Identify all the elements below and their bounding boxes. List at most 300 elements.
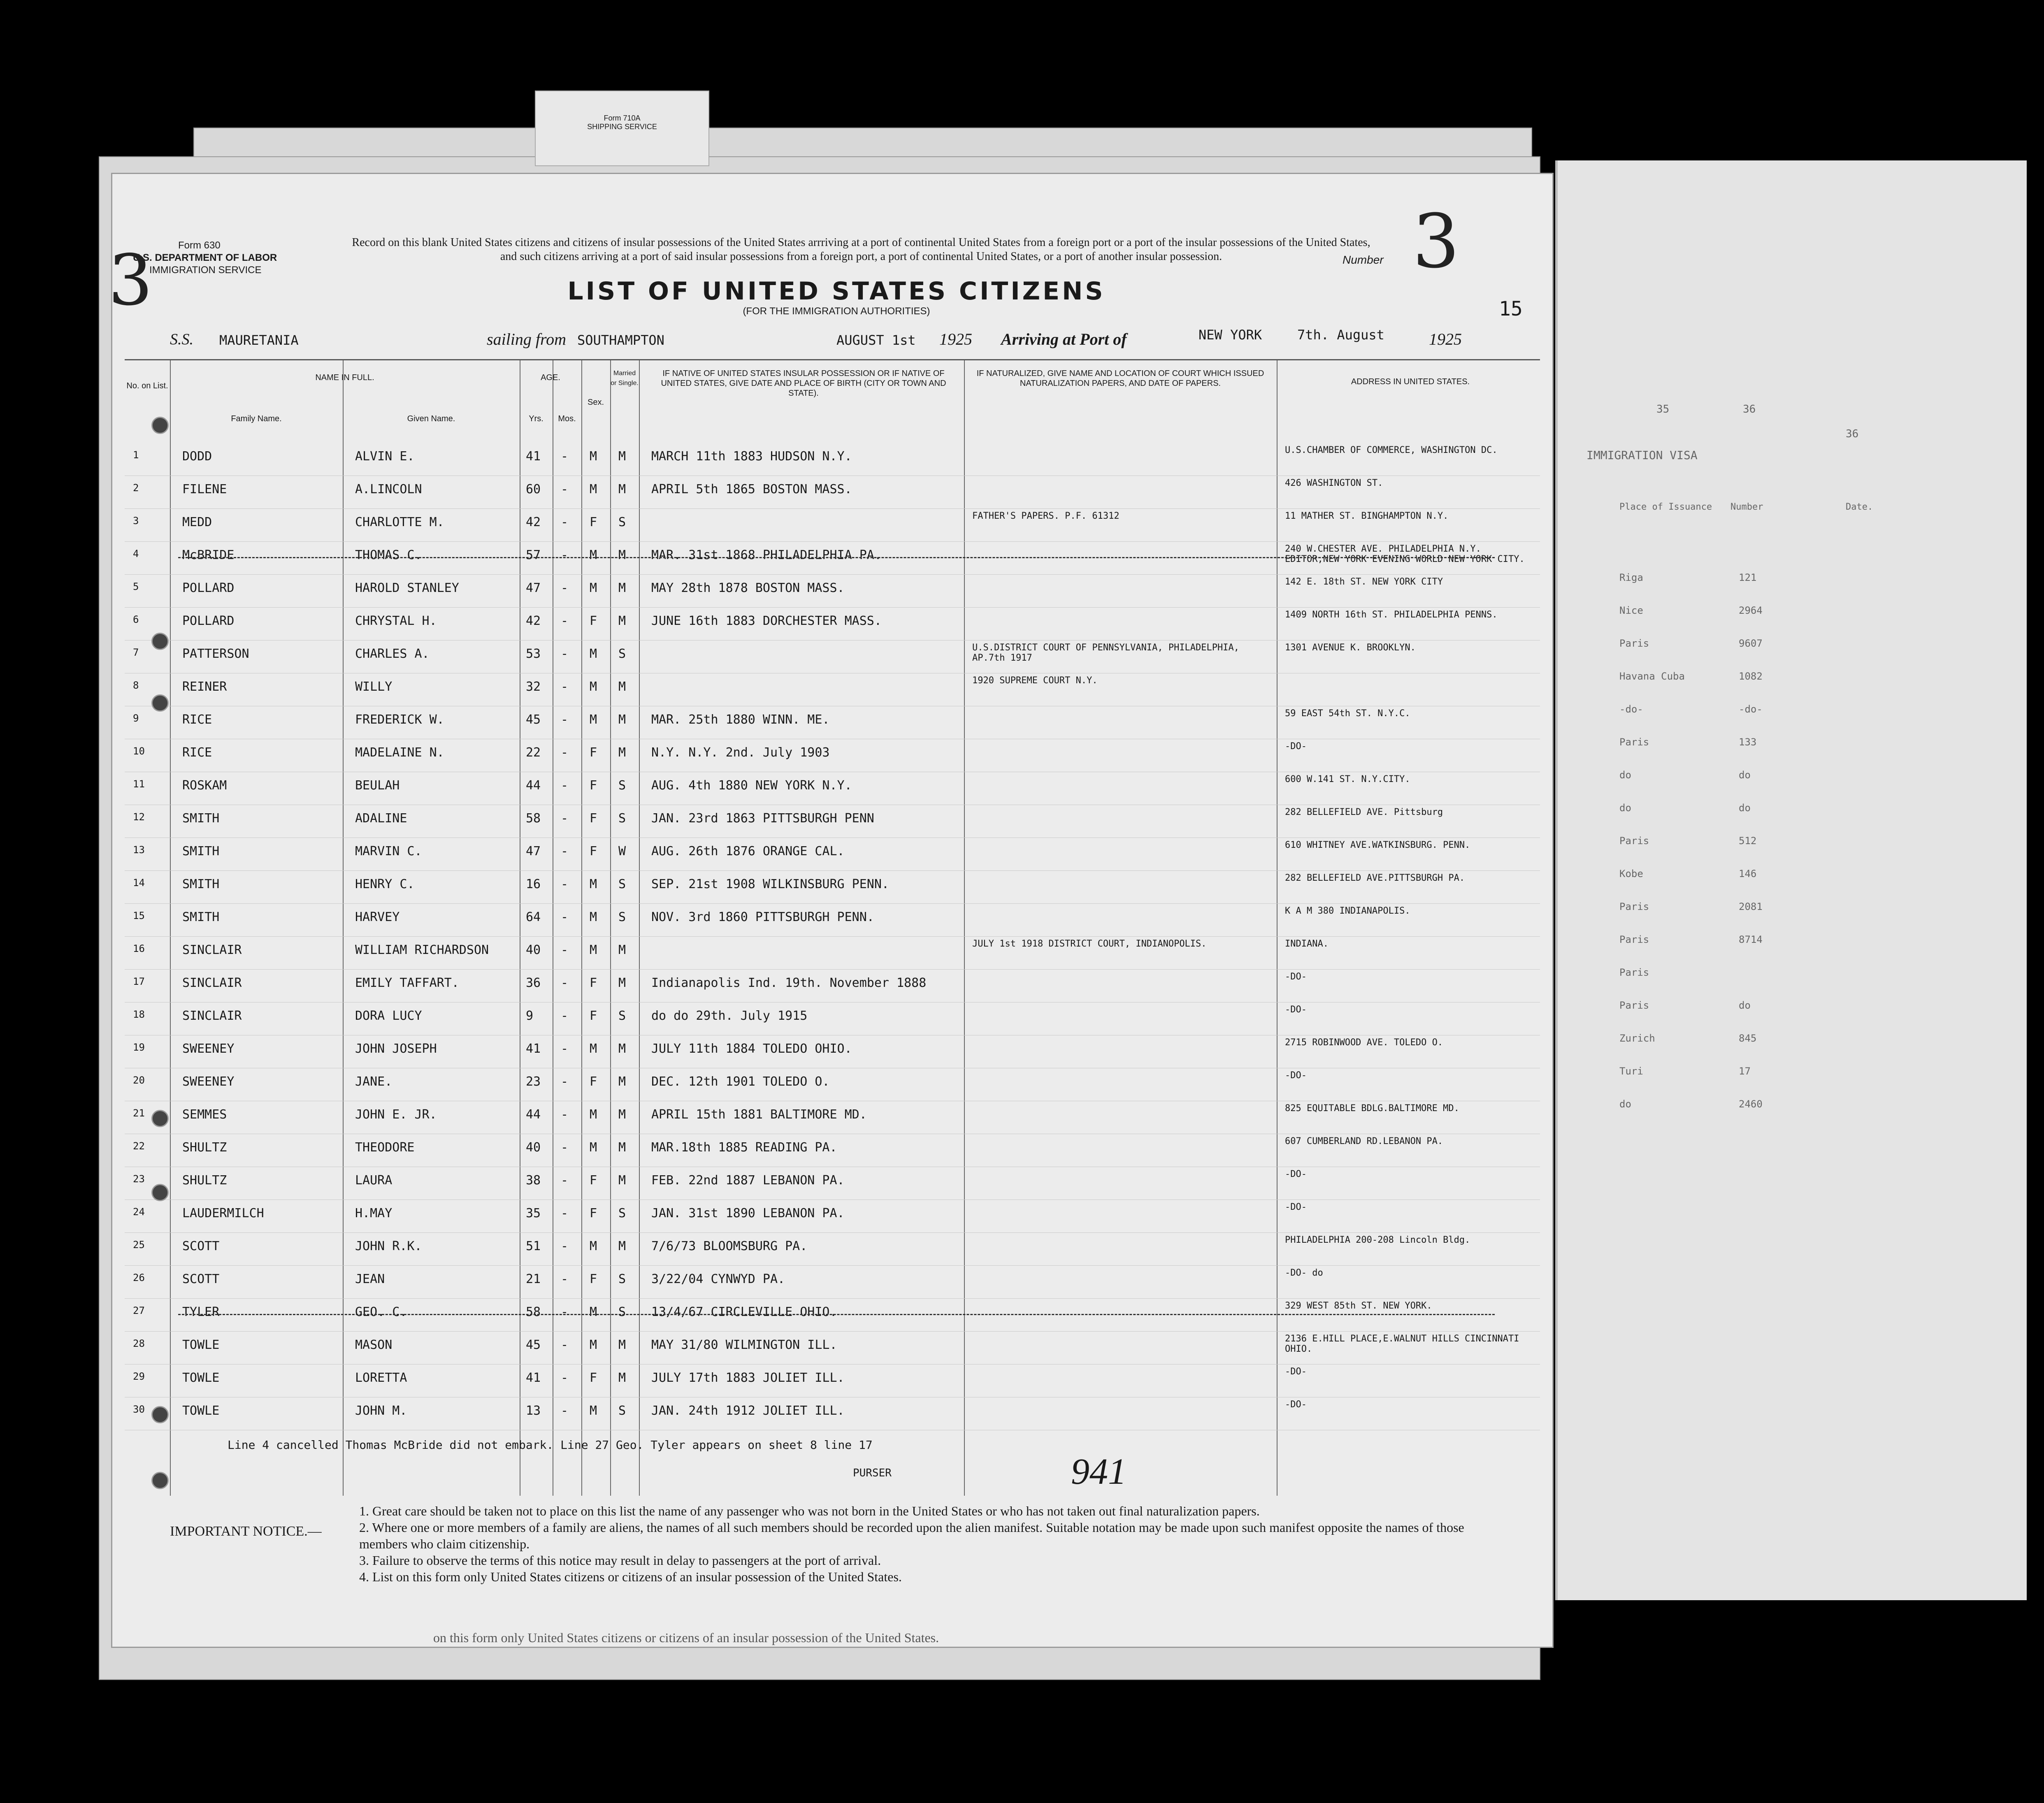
col-age: AGE. bbox=[541, 373, 560, 382]
tab-line2: SHIPPING SERVICE bbox=[587, 123, 657, 131]
cell-no: 7 bbox=[133, 647, 139, 658]
cell-yrs: 58 bbox=[526, 811, 541, 826]
cell-yrs: 44 bbox=[526, 1107, 541, 1122]
cell-no: 11 bbox=[133, 778, 145, 790]
cell-family: DODD bbox=[182, 449, 212, 464]
visa-entry-number: 146 bbox=[1739, 868, 1757, 879]
cell-yrs: 38 bbox=[526, 1173, 541, 1188]
cell-mos: - bbox=[561, 449, 569, 464]
cell-no: 13 bbox=[133, 844, 145, 856]
preamble: Record on this blank United States citizens and citizens of insular possessions of the United States arrriving at a port of continental United States from a foreign port or a port of the insular possessions of the United States, and such citizens arriving at a port of said insular possessions from a foreign port, a port of continental United States, or a port of another insular possession. bbox=[352, 236, 1370, 263]
cell-ms: S bbox=[618, 515, 626, 529]
visa-entry-place: Paris bbox=[1619, 638, 1649, 649]
cell-mos: - bbox=[561, 1173, 569, 1188]
cell-yrs: 51 bbox=[526, 1239, 541, 1253]
cell-yrs: 32 bbox=[526, 680, 541, 694]
cell-yrs: 47 bbox=[526, 581, 541, 595]
table-row bbox=[125, 1397, 1540, 1430]
cell-given: LORETTA bbox=[355, 1371, 407, 1385]
cell-family: SINCLAIR bbox=[182, 943, 242, 957]
cell-mos: - bbox=[561, 811, 569, 826]
depart-date: AUGUST 1st bbox=[836, 332, 916, 348]
cell-no: 10 bbox=[133, 745, 145, 757]
cell-ms: M bbox=[618, 1042, 626, 1056]
cell-birth: 3/22/04 CYNWYD PA. bbox=[651, 1272, 785, 1286]
cell-family: POLLARD bbox=[182, 614, 235, 628]
cell-family: RICE bbox=[182, 712, 212, 727]
tab-line1: Form 710A bbox=[604, 114, 641, 122]
cell-ms: S bbox=[618, 811, 626, 826]
cell-given: EMILY TAFFART. bbox=[355, 976, 459, 990]
cell-sex: F bbox=[590, 844, 597, 859]
table-row bbox=[125, 1331, 1540, 1364]
cell-no: 8 bbox=[133, 680, 139, 691]
cell-no: 23 bbox=[133, 1173, 145, 1185]
cell-yrs: 42 bbox=[526, 515, 541, 529]
cell-yrs: 44 bbox=[526, 778, 541, 793]
cell-yrs: 42 bbox=[526, 614, 541, 628]
table-row bbox=[125, 673, 1540, 706]
binder-hole bbox=[151, 1184, 169, 1201]
page-number: 15 bbox=[1499, 297, 1523, 320]
visa-entry-number: do bbox=[1739, 1000, 1751, 1011]
cell-mos: - bbox=[561, 647, 569, 661]
cell-given: ADALINE bbox=[355, 811, 407, 826]
cell-no: 16 bbox=[133, 943, 145, 954]
cell-sex: M bbox=[590, 1404, 597, 1418]
cell-mos: - bbox=[561, 910, 569, 924]
cell-addr: 329 WEST 85th ST. NEW YORK. bbox=[1285, 1301, 1432, 1311]
visa-place-label: Place of Issuance bbox=[1619, 502, 1712, 512]
cell-no: 22 bbox=[133, 1140, 145, 1152]
cell-no: 30 bbox=[133, 1404, 145, 1415]
cell-addr: -DO- bbox=[1285, 741, 1307, 752]
cell-sex: M bbox=[590, 680, 597, 694]
cell-mos: - bbox=[561, 1009, 569, 1023]
cell-mos: - bbox=[561, 976, 569, 990]
cell-family: SEMMES bbox=[182, 1107, 227, 1122]
cell-no: 24 bbox=[133, 1206, 145, 1218]
cell-family: McBRIDE bbox=[182, 548, 235, 562]
cell-ms: S bbox=[618, 1206, 626, 1221]
cell-birth: 13/4/67 CIRCLEVILLE OHIO. bbox=[651, 1305, 837, 1319]
cell-birth: MAR. 31st 1868 PHILADELPHIA PA. bbox=[651, 548, 882, 562]
form-number: Form 630 bbox=[178, 240, 221, 251]
col-given-name: Given Name. bbox=[407, 414, 455, 423]
cell-mos: - bbox=[561, 1305, 569, 1319]
table-row bbox=[125, 476, 1540, 509]
cell-nat: 1920 SUPREME COURT N.Y. bbox=[972, 675, 1098, 686]
cell-family: SWEENEY bbox=[182, 1042, 235, 1056]
cell-yrs: 21 bbox=[526, 1272, 541, 1286]
cell-mos: - bbox=[561, 1140, 569, 1155]
visa-entry-place: Zurich bbox=[1619, 1033, 1655, 1044]
binder-hole bbox=[151, 633, 169, 650]
cell-given: MASON bbox=[355, 1338, 393, 1352]
cell-family: SHULTZ bbox=[182, 1140, 227, 1155]
table-row bbox=[125, 1364, 1540, 1397]
visa-entry-number: 845 bbox=[1739, 1033, 1757, 1044]
cell-addr: 59 EAST 54th ST. N.Y.C. bbox=[1285, 708, 1410, 719]
cell-yrs: 41 bbox=[526, 1042, 541, 1056]
table-row bbox=[125, 1265, 1540, 1299]
cell-no: 12 bbox=[133, 811, 145, 823]
cell-sex: M bbox=[590, 482, 597, 497]
cell-ms: M bbox=[618, 976, 626, 990]
cell-ms: M bbox=[618, 1173, 626, 1188]
binder-hole bbox=[151, 694, 169, 712]
cell-ms: S bbox=[618, 778, 626, 793]
cell-no: 6 bbox=[133, 614, 139, 625]
cell-mos: - bbox=[561, 844, 569, 859]
table-row bbox=[125, 969, 1540, 1002]
cell-addr: PHILADELPHIA 200-208 Lincoln Bldg. bbox=[1285, 1235, 1470, 1245]
sheet-number: 3 bbox=[1412, 199, 1460, 285]
cell-family: SINCLAIR bbox=[182, 1009, 242, 1023]
cell-no: 2 bbox=[133, 482, 139, 494]
cell-mos: - bbox=[561, 1206, 569, 1221]
cell-sex: M bbox=[590, 712, 597, 727]
cell-family: SHULTZ bbox=[182, 1173, 227, 1188]
cell-yrs: 53 bbox=[526, 647, 541, 661]
cell-given: WILLY bbox=[355, 680, 393, 694]
cell-family: SINCLAIR bbox=[182, 976, 242, 990]
cell-mos: - bbox=[561, 943, 569, 957]
cell-ms: M bbox=[618, 1371, 626, 1385]
arrival-port: NEW YORK bbox=[1199, 327, 1262, 343]
cell-given: ALVIN E. bbox=[355, 449, 415, 464]
visa-entry-place: -do- bbox=[1619, 703, 1643, 715]
cell-addr: 2136 E.HILL PLACE,E.WALNUT HILLS CINCINNATI OHIO. bbox=[1285, 1334, 1519, 1354]
visa-entry-place: Paris bbox=[1619, 1000, 1649, 1011]
cell-given: JANE. bbox=[355, 1074, 393, 1089]
cell-ms: S bbox=[618, 1272, 626, 1286]
table-row bbox=[125, 805, 1540, 838]
cell-birth: JAN. 23rd 1863 PITTSBURGH PENN bbox=[651, 811, 874, 826]
cell-given: JOHN R.K. bbox=[355, 1239, 422, 1253]
table-row bbox=[125, 903, 1540, 937]
cell-no: 29 bbox=[133, 1371, 145, 1382]
cell-mos: - bbox=[561, 614, 569, 628]
cell-mos: - bbox=[561, 515, 569, 529]
visa-entry-place: Paris bbox=[1619, 901, 1649, 912]
cell-no: 27 bbox=[133, 1305, 145, 1316]
col-yrs: Yrs. bbox=[529, 414, 544, 423]
cell-birth: Indianapolis Ind. 19th. November 1888 bbox=[651, 976, 927, 990]
cell-sex: F bbox=[590, 745, 597, 760]
visa-entry-place: Riga bbox=[1619, 572, 1643, 583]
cell-ms: M bbox=[618, 1140, 626, 1155]
sailing-from: SOUTHAMPTON bbox=[577, 332, 664, 348]
cell-nat: JULY 1st 1918 DISTRICT COURT, INDIANOPOLIS. bbox=[972, 939, 1207, 949]
cell-yrs: 57 bbox=[526, 548, 541, 562]
cell-family: ROSKAM bbox=[182, 778, 227, 793]
cell-family: PATTERSON bbox=[182, 647, 249, 661]
notice-item-2: 2. Where one or more members of a family are aliens, the names of all such members should be recorded upon the alien manifest. Suitable notation may be made upon such manifest opposite the names of those members who claim citizenship. bbox=[359, 1520, 1464, 1551]
col-married: Married or Single. bbox=[611, 370, 639, 387]
cell-mos: - bbox=[561, 712, 569, 727]
cell-no: 18 bbox=[133, 1009, 145, 1020]
visa-entry-place: Kobe bbox=[1619, 868, 1643, 879]
cell-birth: N.Y. N.Y. 2nd. July 1903 bbox=[651, 745, 830, 760]
form-tab bbox=[535, 90, 709, 166]
visa-entry-number: 133 bbox=[1739, 736, 1757, 748]
col-mos: Mos. bbox=[558, 414, 576, 423]
cell-family: SMITH bbox=[182, 844, 220, 859]
cell-nat: U.S.DISTRICT COURT OF PENNSYLVANIA, PHILADELPHIA, AP.7th 1917 bbox=[972, 643, 1240, 663]
cell-no: 28 bbox=[133, 1338, 145, 1349]
cell-mos: - bbox=[561, 1272, 569, 1286]
cell-ms: S bbox=[618, 877, 626, 891]
cell-ms: S bbox=[618, 1305, 626, 1319]
cell-birth: APRIL 15th 1881 BALTIMORE MD. bbox=[651, 1107, 867, 1122]
visa-entry-number: 2460 bbox=[1739, 1098, 1763, 1110]
cell-given: JOHN M. bbox=[355, 1404, 407, 1418]
visa-heading: IMMIGRATION VISA bbox=[1586, 448, 1698, 462]
cell-addr: 2715 ROBINWOOD AVE. TOLEDO O. bbox=[1285, 1037, 1443, 1048]
cell-no: 3 bbox=[133, 515, 139, 527]
cell-birth: FEB. 22nd 1887 LEBANON PA. bbox=[651, 1173, 845, 1188]
cell-family: REINER bbox=[182, 680, 227, 694]
cell-given: A.LINCOLN bbox=[355, 482, 422, 497]
cell-birth: do do 29th. July 1915 bbox=[651, 1009, 808, 1023]
table-row bbox=[125, 739, 1540, 772]
cell-family: RICE bbox=[182, 745, 212, 760]
cell-addr: -DO- do bbox=[1285, 1268, 1323, 1278]
visa-entry-number: do bbox=[1739, 802, 1751, 814]
cell-sex: M bbox=[590, 1305, 597, 1319]
cell-mos: - bbox=[561, 1239, 569, 1253]
cell-addr: 1301 AVENUE K. BROOKLYN. bbox=[1285, 643, 1416, 653]
cell-given: BEULAH bbox=[355, 778, 400, 793]
cell-addr: 825 EQUITABLE BDLG.BALTIMORE MD. bbox=[1285, 1103, 1459, 1114]
notice-item-1: 1. Great care should be taken not to place on this list the name of any passenger who was not born in the United States or who has not taken out final naturalization papers. bbox=[359, 1504, 1260, 1518]
cell-addr: K A M 380 INDIANAPOLIS. bbox=[1285, 906, 1410, 916]
cell-addr: 282 BELLEFIELD AVE. Pittsburg bbox=[1285, 807, 1443, 817]
cell-sex: F bbox=[590, 1074, 597, 1089]
table-row bbox=[125, 1035, 1540, 1068]
cell-yrs: 13 bbox=[526, 1404, 541, 1418]
cell-no: 14 bbox=[133, 877, 145, 889]
cell-sex: M bbox=[590, 1107, 597, 1122]
cell-ms: M bbox=[618, 1239, 626, 1253]
cell-yrs: 35 bbox=[526, 1206, 541, 1221]
cell-ms: M bbox=[618, 548, 626, 562]
cell-given: CHARLOTTE M. bbox=[355, 515, 444, 529]
table-row bbox=[125, 1002, 1540, 1035]
cell-sex: M bbox=[590, 449, 597, 464]
cell-birth: DEC. 12th 1901 TOLEDO O. bbox=[651, 1074, 830, 1089]
table-row bbox=[125, 640, 1540, 673]
table-row bbox=[125, 706, 1540, 739]
cell-ms: M bbox=[618, 943, 626, 957]
binder-hole bbox=[151, 417, 169, 434]
cell-birth: AUG. 4th 1880 NEW YORK N.Y. bbox=[651, 778, 852, 793]
ship-name: MAURETANIA bbox=[219, 332, 299, 348]
cell-sex: M bbox=[590, 1239, 597, 1253]
cell-given: CHRYSTAL H. bbox=[355, 614, 437, 628]
cell-addr: INDIANA. bbox=[1285, 939, 1329, 949]
cell-yrs: 47 bbox=[526, 844, 541, 859]
cell-addr: U.S.CHAMBER OF COMMERCE, WASHINGTON DC. bbox=[1285, 445, 1498, 455]
cell-birth: MAR.18th 1885 READING PA. bbox=[651, 1140, 837, 1155]
cell-given: LAURA bbox=[355, 1173, 393, 1188]
cell-sex: F bbox=[590, 515, 597, 529]
cell-no: 21 bbox=[133, 1107, 145, 1119]
visa-side-sheet bbox=[1555, 160, 2027, 1600]
cell-sex: F bbox=[590, 1173, 597, 1188]
table-row bbox=[125, 443, 1540, 476]
cell-ms: M bbox=[618, 614, 626, 628]
cell-addr: -DO- bbox=[1285, 972, 1307, 982]
page-title: LIST OF UNITED STATES CITIZENS bbox=[567, 277, 1106, 306]
cell-yrs: 22 bbox=[526, 745, 541, 760]
cell-addr: -DO- bbox=[1285, 1399, 1307, 1410]
cell-mos: - bbox=[561, 877, 569, 891]
cell-ms: M bbox=[618, 449, 626, 464]
visa-number-label: Number bbox=[1730, 502, 1763, 512]
cell-birth: AUG. 26th 1876 ORANGE CAL. bbox=[651, 844, 845, 859]
number-label: Number bbox=[1343, 253, 1384, 266]
cell-addr: -DO- bbox=[1285, 1202, 1307, 1212]
sailing-from-label: sailing from bbox=[487, 330, 566, 348]
binder-hole bbox=[151, 1406, 169, 1423]
cell-yrs: 41 bbox=[526, 1371, 541, 1385]
cell-mos: - bbox=[561, 548, 569, 562]
cell-ms: M bbox=[618, 581, 626, 595]
cell-family: LAUDERMILCH bbox=[182, 1206, 264, 1221]
table-row bbox=[125, 574, 1540, 608]
table-row bbox=[125, 772, 1540, 805]
cell-birth: MAY 28th 1878 BOSTON MASS. bbox=[651, 581, 845, 595]
col-sex: Sex. bbox=[587, 398, 604, 407]
visa-col-36: 36 bbox=[1743, 403, 1756, 415]
col-no: No. on List. bbox=[126, 381, 168, 390]
cell-no: 5 bbox=[133, 581, 139, 592]
cell-sex: F bbox=[590, 614, 597, 628]
cell-mos: - bbox=[561, 581, 569, 595]
visa-entry-number: 17 bbox=[1739, 1065, 1751, 1077]
cell-sex: F bbox=[590, 1206, 597, 1221]
cell-no: 26 bbox=[133, 1272, 145, 1283]
table-row bbox=[125, 541, 1540, 575]
table-row bbox=[125, 870, 1540, 904]
cell-family: TOWLE bbox=[182, 1371, 220, 1385]
arrival-year: 1925 bbox=[1429, 330, 1462, 348]
cell-family: FILENE bbox=[182, 482, 227, 497]
table-row bbox=[125, 607, 1540, 640]
cell-mos: - bbox=[561, 1338, 569, 1352]
col-name-in-full: NAME IN FULL. bbox=[315, 373, 374, 382]
cell-ms: W bbox=[618, 844, 626, 859]
department: U.S. DEPARTMENT OF LABOR bbox=[133, 252, 277, 263]
cell-birth: JULY 17th 1883 JOLIET ILL. bbox=[651, 1371, 845, 1385]
cell-sex: M bbox=[590, 1140, 597, 1155]
visa-entry-number: 121 bbox=[1739, 572, 1757, 583]
cell-no: 9 bbox=[133, 712, 139, 724]
visa-entry-place: do bbox=[1619, 802, 1631, 814]
cell-given: HAROLD STANLEY bbox=[355, 581, 459, 595]
visa-entry-place: Paris bbox=[1619, 835, 1649, 847]
cell-addr: 610 WHITNEY AVE.WATKINSBURG. PENN. bbox=[1285, 840, 1470, 850]
cell-birth: APRIL 5th 1865 BOSTON MASS. bbox=[651, 482, 852, 497]
cell-addr: 600 W.141 ST. N.Y.CITY. bbox=[1285, 774, 1410, 784]
visa-entry-number: 8714 bbox=[1739, 934, 1763, 945]
cell-family: SMITH bbox=[182, 877, 220, 891]
visa-entry-number: 2081 bbox=[1739, 901, 1763, 912]
cell-sex: M bbox=[590, 910, 597, 924]
table-row bbox=[125, 508, 1540, 542]
cell-sex: M bbox=[590, 943, 597, 957]
cancel-strike bbox=[178, 557, 1495, 558]
cell-given: HARVEY bbox=[355, 910, 400, 924]
cell-family: SMITH bbox=[182, 910, 220, 924]
cell-family: SWEENEY bbox=[182, 1074, 235, 1089]
cell-mos: - bbox=[561, 680, 569, 694]
cell-no: 1 bbox=[133, 449, 139, 461]
table-row bbox=[125, 1167, 1540, 1200]
cell-birth: MAY 31/80 WILMINGTON ILL. bbox=[651, 1338, 837, 1352]
cell-ms: M bbox=[618, 745, 626, 760]
table-row bbox=[125, 1101, 1540, 1134]
col-naturalized: IF NATURALIZED, GIVE NAME AND LOCATION OF COURT WHICH ISSUED NATURALIZATION PAPERS, AND DATE OF PAPERS. bbox=[976, 369, 1264, 388]
cell-sex: F bbox=[590, 811, 597, 826]
cell-yrs: 16 bbox=[526, 877, 541, 891]
visa-entry-number: -do- bbox=[1739, 703, 1763, 715]
cell-sex: F bbox=[590, 1009, 597, 1023]
handwritten-code: 941 bbox=[1071, 1451, 1127, 1492]
cell-given: WILLIAM RICHARDSON bbox=[355, 943, 489, 957]
visa-col-36b: 36 bbox=[1846, 428, 1859, 440]
cell-given: MARVIN C. bbox=[355, 844, 422, 859]
visa-entry-place: Turi bbox=[1619, 1065, 1643, 1077]
table-row bbox=[125, 1200, 1540, 1233]
cell-sex: M bbox=[590, 548, 597, 562]
cell-mos: - bbox=[561, 1042, 569, 1056]
cell-yrs: 64 bbox=[526, 910, 541, 924]
col-address: ADDRESS IN UNITED STATES. bbox=[1351, 377, 1470, 386]
cell-no: 4 bbox=[133, 548, 139, 559]
table-row bbox=[125, 936, 1540, 970]
cell-birth: JAN. 24th 1912 JOLIET ILL. bbox=[651, 1404, 845, 1418]
purser-label: PURSER bbox=[853, 1467, 892, 1479]
cell-sex: F bbox=[590, 976, 597, 990]
cell-family: MEDD bbox=[182, 515, 212, 529]
cell-given: HENRY C. bbox=[355, 877, 415, 891]
cell-yrs: 23 bbox=[526, 1074, 541, 1089]
visa-entry-place: Paris bbox=[1619, 967, 1649, 978]
cell-no: 20 bbox=[133, 1074, 145, 1086]
cell-no: 25 bbox=[133, 1239, 145, 1251]
visa-entry-place: do bbox=[1619, 1098, 1631, 1110]
visa-date-label: Date. bbox=[1846, 502, 1873, 512]
cell-addr: 240 W.CHESTER AVE. PHILADELPHIA N.Y. EDITOR,NEW YORK EVENING WORLD NEW YORK CITY. bbox=[1285, 544, 1525, 564]
visa-entry-number: 512 bbox=[1739, 835, 1757, 847]
cell-given: JOHN E. JR. bbox=[355, 1107, 437, 1122]
page-subtitle: (FOR THE IMMIGRATION AUTHORITIES) bbox=[743, 306, 930, 317]
cell-birth: JAN. 31st 1890 LEBANON PA. bbox=[651, 1206, 845, 1221]
cell-addr: -DO- bbox=[1285, 1169, 1307, 1179]
table-row bbox=[125, 1298, 1540, 1332]
cell-given: FREDERICK W. bbox=[355, 712, 444, 727]
cell-mos: - bbox=[561, 745, 569, 760]
manifest-table bbox=[125, 359, 1540, 1496]
binder-hole bbox=[151, 1472, 169, 1489]
cell-yrs: 36 bbox=[526, 976, 541, 990]
cell-addr: 282 BELLEFIELD AVE.PITTSBURGH PA. bbox=[1285, 873, 1465, 883]
cell-birth: JULY 11th 1884 TOLEDO OHIO. bbox=[651, 1042, 852, 1056]
cell-sex: M bbox=[590, 581, 597, 595]
